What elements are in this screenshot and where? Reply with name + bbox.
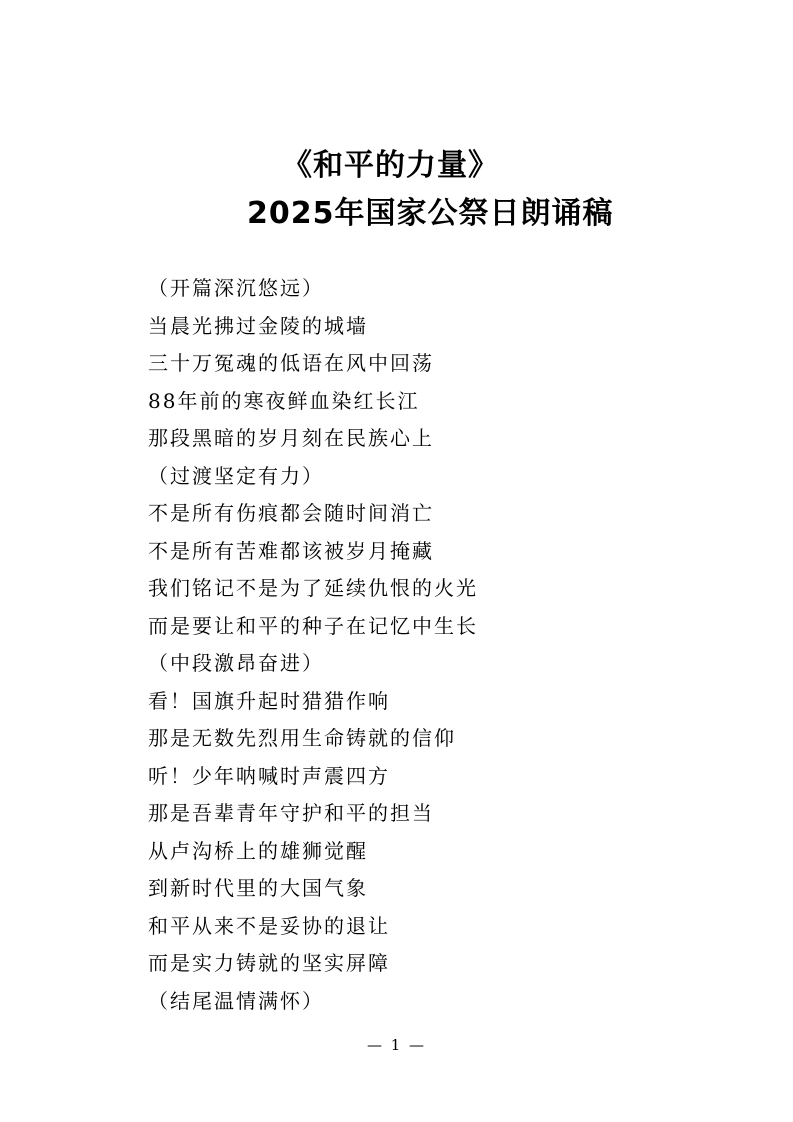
- poem-line: 三十万冤魂的低语在风中回荡: [148, 351, 434, 375]
- poem-line: 当晨光拂过金陵的城墙: [148, 313, 368, 338]
- stage-direction-ending: （结尾温情满怀）: [148, 988, 324, 1013]
- poem-line: 看！国旗升起时猎猎作响: [148, 688, 390, 713]
- poem-line: 而是要让和平的种子在记忆中生长: [148, 613, 478, 638]
- stage-direction-middle: （中段激昂奋进）: [148, 651, 324, 675]
- poem-line: 而是实力铸就的坚实屏障: [148, 951, 390, 975]
- document-title: 《和平的力量》: [282, 148, 499, 183]
- poem-line: 听！少年呐喊时声震四方: [148, 763, 390, 788]
- page-number: — 1 —: [366, 1036, 427, 1054]
- poem-body: [148, 270, 708, 1020]
- stage-direction-transition: （过渡坚定有力）: [148, 463, 324, 488]
- poem-line: 不是所有苦难都该被岁月掩藏: [148, 538, 434, 563]
- poem-line: 到新时代里的大国气象: [148, 876, 368, 900]
- document-subtitle: 2025年国家公祭日朗诵稿: [247, 196, 614, 231]
- poem-line: 那是吾辈青年守护和平的担当: [148, 801, 434, 825]
- poem-line: 88年前的寒夜鲜血染红长江: [148, 388, 420, 413]
- poem-line: 那是无数先烈用生命铸就的信仰: [148, 726, 456, 750]
- poem-line: 从卢沟桥上的雄狮觉醒: [148, 838, 368, 863]
- poem-line: 和平从来不是妥协的退让: [148, 913, 390, 938]
- poem-line: 不是所有伤痕都会随时间消亡: [148, 501, 434, 525]
- stage-direction-opening: （开篇深沉悠远）: [148, 276, 324, 300]
- poem-line: 那段黑暗的岁月刻在民族心上: [148, 426, 434, 450]
- poem-line: 我们铭记不是为了延续仇恨的火光: [148, 576, 478, 600]
